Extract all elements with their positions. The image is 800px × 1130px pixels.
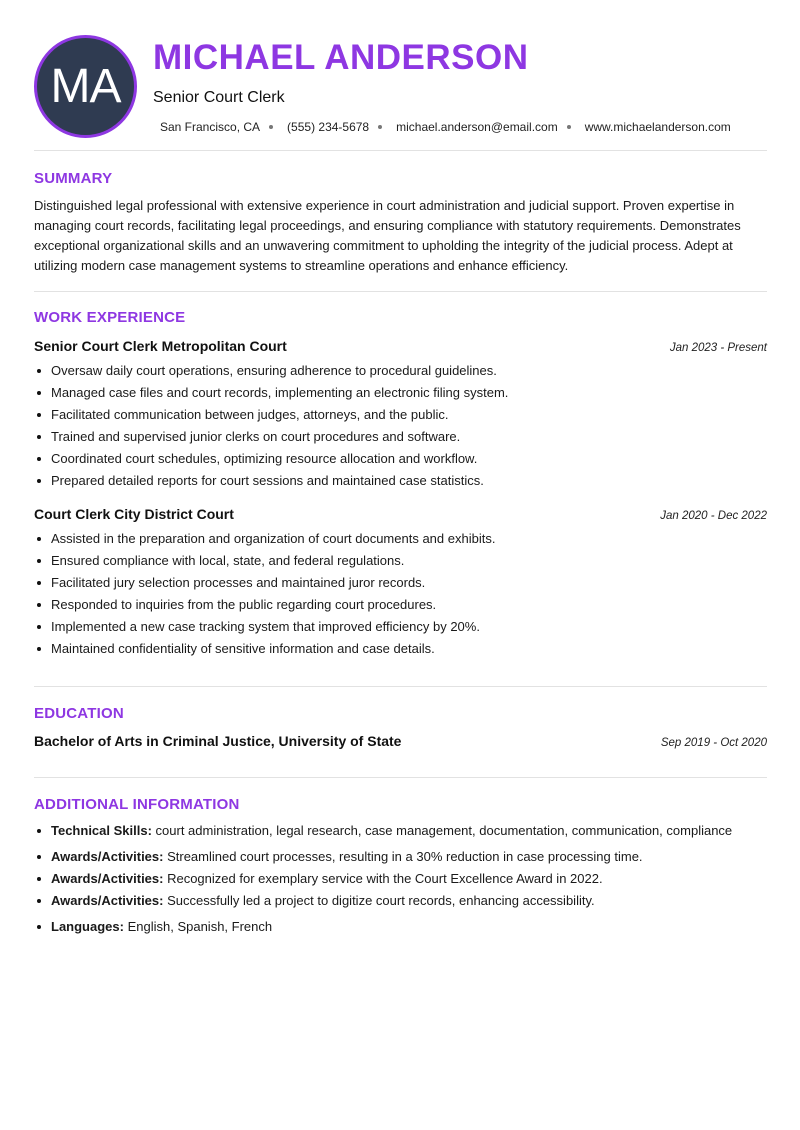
separator-dot [567, 125, 571, 129]
summary-text: Distinguished legal professional with extensive experience in court administration and judicial support. Proven expertise in managing court records, facilitating legal proceedings, and ensuring compliance with statutory requirements. Demonstrates exceptional organizational skills and an unwavering commitment to upholding the integrity of the judicial process. Adept at utilizing modern case management systems to streamline operations and enhance efficiency. [34, 198, 741, 273]
job-date: Jan 2020 - Dec 2022 [660, 510, 767, 522]
list-item: Facilitated jury selection processes and maintained juror records. [34, 572, 767, 594]
list-item [34, 890, 767, 912]
separator-dot [378, 125, 382, 129]
info-text: court administration, legal research, case management, documentation, communication, compliance [151, 823, 733, 838]
info-text: Recognized for exemplary service with the Court Excellence Award in 2022. [163, 871, 603, 886]
list-item: Managed case files and court records, implementing an electronic filing system. [34, 382, 767, 404]
info-label: Technical Skills: [51, 823, 152, 838]
list-item: Ensured compliance with local, state, and federal regulations. [34, 550, 767, 572]
divider [34, 686, 767, 687]
info-label: Awards/Activities: [51, 893, 164, 908]
job-header [34, 338, 767, 354]
list-item: Trained and supervised junior clerks on court procedures and software. [34, 426, 767, 448]
divider [34, 777, 767, 778]
candidate-name: MICHAEL ANDERSON [153, 38, 529, 77]
divider [34, 150, 767, 151]
job-bullets [34, 360, 767, 492]
separator-dot [269, 125, 273, 129]
list-item [34, 846, 767, 868]
job-role: Court Clerk City District Court [34, 506, 234, 522]
contact-location: San Francisco, CA [160, 120, 261, 134]
job-title: Senior Court Clerk [153, 89, 285, 106]
list-item [34, 916, 767, 938]
additional-heading: ADDITIONAL INFORMATION [34, 796, 240, 813]
list-item: Facilitated communication between judges, attorneys, and the public. [34, 404, 767, 426]
contact-phone: (555) 234-5678 [287, 120, 370, 134]
job-bullets [34, 528, 767, 660]
list-item: Responded to inquiries from the public regarding court procedures. [34, 594, 767, 616]
job-header [34, 506, 767, 522]
list-item: Implemented a new case tracking system that improved efficiency by 20%. [34, 616, 767, 638]
divider [34, 291, 767, 292]
additional-list [34, 820, 767, 938]
info-text: Successfully led a project to digitize court records, enhancing accessibility. [163, 893, 595, 908]
info-text: English, Spanish, French [123, 919, 273, 934]
list-item: Prepared detailed reports for court sessions and maintained case statistics. [34, 470, 767, 492]
education-entry [34, 733, 767, 749]
education-degree: Bachelor of Arts in Criminal Justice, University of State [34, 733, 402, 749]
list-item [34, 868, 767, 890]
contact-email[interactable]: michael.anderson@email.com [396, 120, 558, 134]
list-item [34, 820, 767, 842]
experience-heading: WORK EXPERIENCE [34, 309, 186, 326]
avatar [34, 35, 137, 138]
education-date: Sep 2019 - Oct 2020 [660, 737, 767, 749]
list-item: Maintained confidentiality of sensitive information and case details. [34, 638, 767, 660]
info-text: Streamlined court processes, resulting in a 30% reduction in case processing time. [163, 849, 643, 864]
list-item: Coordinated court schedules, optimizing resource allocation and workflow. [34, 448, 767, 470]
contact-bar [160, 120, 760, 134]
job-date: Jan 2023 - Present [669, 342, 767, 354]
avatar-initials: MA [50, 60, 121, 113]
list-item: Assisted in the preparation and organization of court documents and exhibits. [34, 528, 767, 550]
info-label: Languages: [51, 919, 124, 934]
list-item: Oversaw daily court operations, ensuring adherence to procedural guidelines. [34, 360, 767, 382]
info-label: Awards/Activities: [51, 871, 164, 886]
summary-heading: SUMMARY [34, 170, 113, 187]
education-heading: EDUCATION [34, 705, 124, 722]
info-label: Awards/Activities: [51, 849, 164, 864]
job-role: Senior Court Clerk Metropolitan Court [34, 338, 287, 354]
contact-website[interactable]: www.michaelanderson.com [584, 120, 731, 134]
